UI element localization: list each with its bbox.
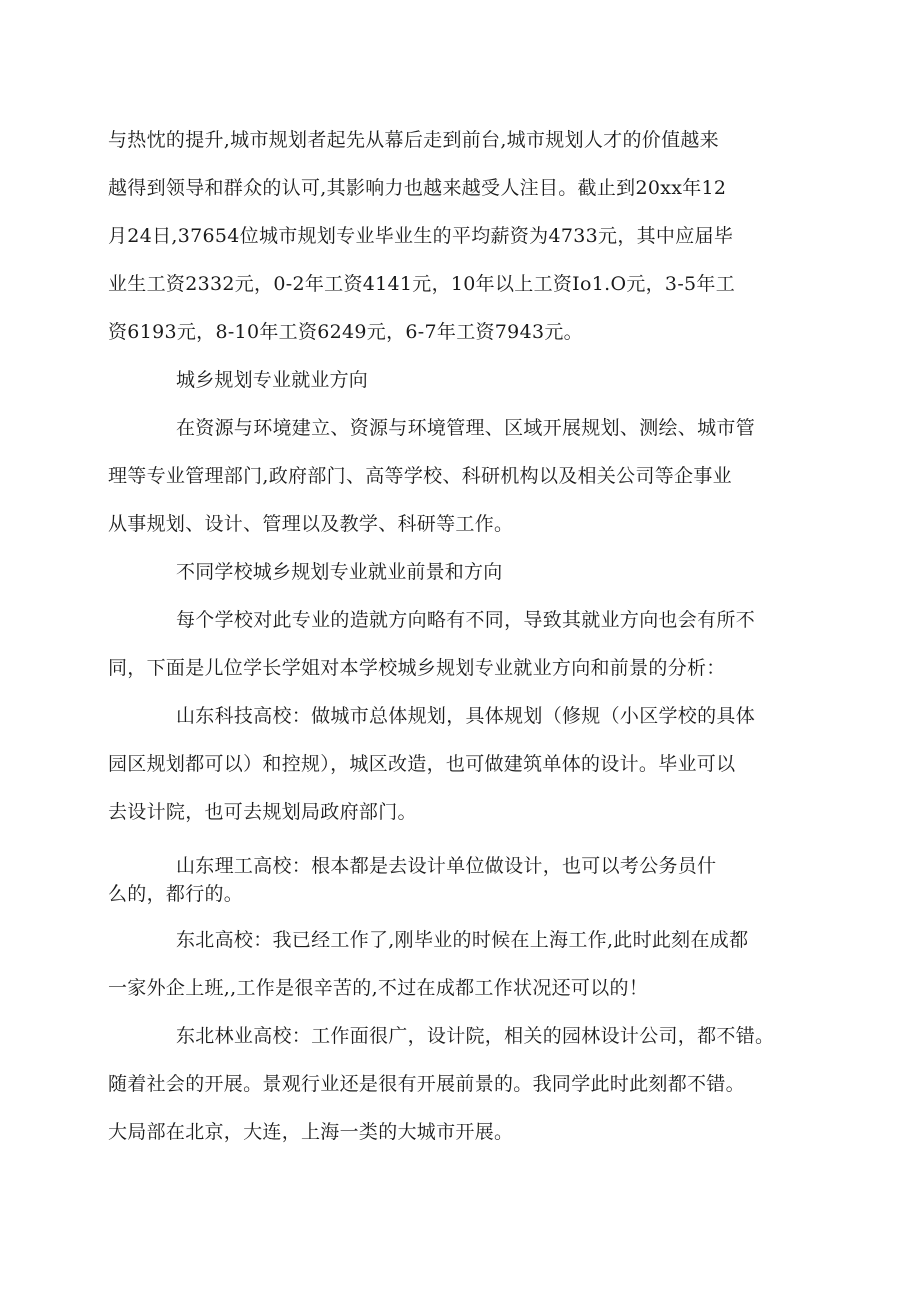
text-line: 园区规划都可以）和控规），城区改造，也可做建筑单体的设计。毕业可以 <box>108 753 736 775</box>
text-line: 山东理工高校：根本都是去设计单位做设计，也可以考公务员什 <box>176 855 717 877</box>
text-line: 业生工资2332元，0-2年工资4141元，10年以上工资Io1.O元，3-5年工 <box>108 273 736 295</box>
text-line: 月24日,37654位城市规划专业毕业生的平均薪资为4733元，其中应届毕 <box>108 225 734 247</box>
text-line: 资6193元，8-10年工资6249元，6-7年工资7943元。 <box>108 321 583 343</box>
text-line: 从事规划、设计、管理以及教学、科研等工作。 <box>108 513 514 535</box>
text-line: 在资源与环境建立、资源与环境管理、区域开展规划、测绘、城市管 <box>176 417 756 439</box>
text-line: 一家外企上班,,工作是很辛苦的,不过在成都工作状况还可以的！ <box>108 977 649 999</box>
text-line: 与热忱的提升,城市规划者起先从幕后走到前台,城市规划人才的价值越来 <box>108 129 719 151</box>
text-line: 东北高校：我已经工作了,刚毕业的时候在上海工作,此时此刻在成都 <box>176 929 749 951</box>
text-line: 山东科技高校：做城市总体规划，具体规划（修规（小区学校的具体 <box>176 705 756 727</box>
text-line: 大局部在北京，大连，上海一类的大城市开展。 <box>108 1121 514 1143</box>
section-heading: 城乡规划专业就业方向 <box>176 369 369 391</box>
section-heading: 不同学校城乡规划专业就业前景和方向 <box>176 561 503 583</box>
text-line: 随着社会的开展。景观行业还是很有开展前景的。我同学此时此刻都不错。 <box>108 1073 745 1095</box>
text-line: 去设计院，也可去规划局政府部门。 <box>108 801 417 823</box>
text-line: 理等专业管理部门,政府部门、高等学校、科研机构以及相关公司等企事业 <box>108 465 732 487</box>
text-line: 么的，都行的。 <box>108 883 244 905</box>
text-line: 同，下面是儿位学长学姐对本学校城乡规划专业就业方向和前景的分析： <box>108 657 726 679</box>
text-line: 越得到领导和群众的认可,其影响力也越来越受人注目。截止到20xx年12 <box>108 177 727 199</box>
text-line: 每个学校对此专业的造就方向略有不同，导致其就业方向也会有所不 <box>176 609 756 631</box>
text-line: 东北林业高校：工作面很广，设计院，相关的园林设计公司，都不错。 <box>176 1025 775 1047</box>
